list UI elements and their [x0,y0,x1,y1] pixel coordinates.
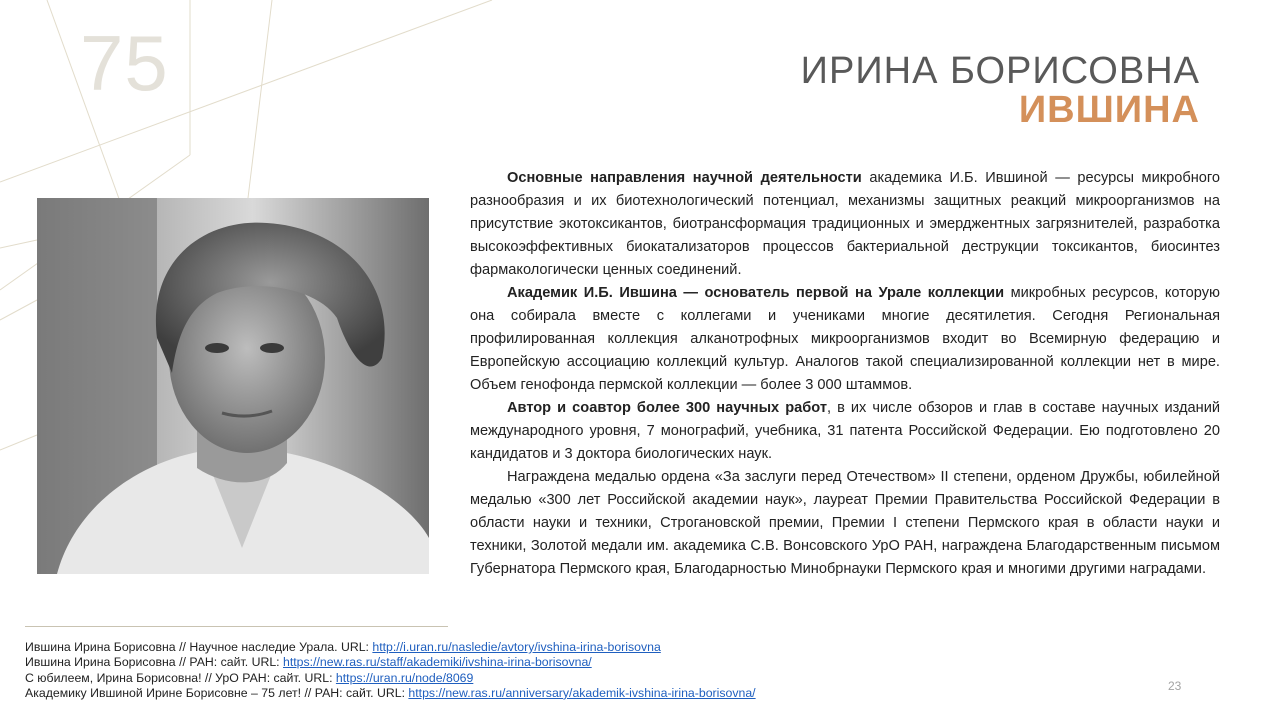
reference-text: Академику Ившиной Ирине Борисовне – 75 лет! // РАН: сайт. URL: [25,685,409,700]
footer-divider [25,626,448,627]
reference-item [25,686,925,701]
portrait-photo-icon [37,198,429,574]
paragraph-research-text: академика И.Б. Ившиной — ресурсы микробного разнообразия и их биотехнологический потенциал, механизмы защитных реакций микроорганизмов на присутствие экотоксикантов, биотрансформация традиционных и эмерджентных загрязнителей, разработка высокоэффективных биокатализаторов процессов бактериальной деструкции токсикантов, биосинтез фармакологически ценных соединений. [470,170,1221,278]
page-title [801,52,1200,130]
paragraph-research-heading: Основные направления научной деятельности [507,170,862,186]
reference-link[interactable]: https://uran.ru/node/8069 [335,670,474,685]
reference-text: Ившина Ирина Борисовна // РАН: сайт. URL: [25,655,283,670]
paragraph-collection-heading: Академик И.Б. Ившина — основатель первой на Урале коллекции [507,285,1005,301]
paragraph-awards-text: Награждена медалью ордена «За заслуги перед Отечеством» II степени, орденом Дружбы, юбилейной медалью «300 лет Российской академии наук», лауреат Премии Правительства Российской Федерации в области науки и техники, Строгановской премии, Премии I степени Пермского края в области науки и техники, Золотой медали им. академика С.В. Вонсовского УрО РАН, награждена Благодарственным письмом Губернатора Пермского края, Благодарностью Минобрнауки Пермского края и многими другими наградами. [470,469,1220,577]
reference-item [25,655,925,670]
paragraph-collection [470,282,1220,397]
anniversary-number: 75 [80,19,169,107]
reference-item [25,640,925,655]
paragraph-publications-heading: Автор и соавтор более 300 научных работ [507,400,827,416]
paragraph-collection-text: микробных ресурсов, которую она собирала вместе с коллегами и учениками многие десятилетия. Сегодня Региональная профилированная коллекция алканотрофных микроорганизмов входит во Всемирную федерацию и Европейскую ассоциацию коллекций культур. Аналогов такой специализированной коллекции нет в мире. Объем генофонда пермской коллекции — более 3 000 штаммов. [470,285,1220,393]
title-first-name: ИРИНА БОРИСОВНА [800,50,1200,92]
paragraph-awards [470,466,1220,581]
title-surname: ИВШИНА [1018,89,1200,131]
references-list [25,640,925,701]
biography-text [470,167,1220,581]
reference-text: С юбилеем, Ирина Борисовна! // УрО РАН: сайт. URL: [25,670,336,685]
paragraph-publications [470,397,1220,466]
reference-item [25,671,925,686]
reference-link[interactable]: https://new.ras.ru/staff/akademiki/ivshina-irina-borisovna/ [283,655,592,670]
reference-link[interactable]: https://new.ras.ru/anniversary/akademik-ivshina-irina-borisovna/ [408,685,756,700]
reference-text: Ившина Ирина Борисовна // Научное наследие Урала. URL: [25,640,373,654]
paragraph-research [470,167,1220,282]
page-number: 23 [1168,679,1182,693]
reference-link[interactable]: http://i.uran.ru/nasledie/avtory/ivshina-irina-borisovna [372,640,661,654]
portrait-photo [37,198,429,574]
paragraph-publications-text: , в их числе обзоров и глав в составе научных изданий международного уровня, 7 монографий, учебника, 31 патента Российской Федерации. Ею подготовлено 20 кандидатов и 3 доктора биологических наук. [470,400,1220,462]
